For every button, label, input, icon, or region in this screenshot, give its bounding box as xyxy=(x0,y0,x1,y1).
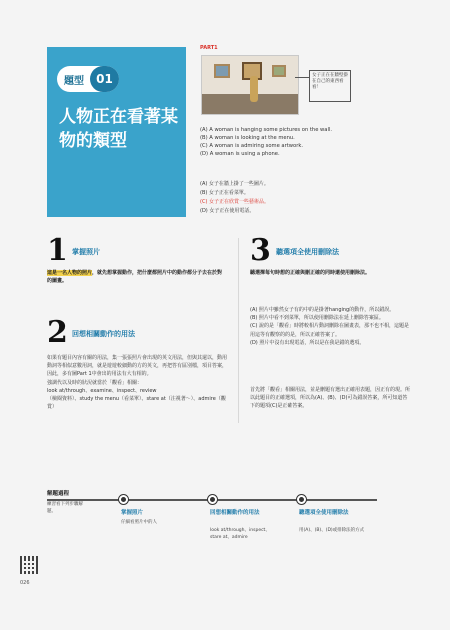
section3-intro: 聽選擇每句時想的正確與刪正確的同時還使用刪除法。 xyxy=(250,270,371,276)
section1-number: 1 xyxy=(47,233,68,268)
section1-title: 掌握照片 xyxy=(72,248,100,256)
photo-callout: 女子正在在牆壁掛在自己的東西看看！ xyxy=(309,70,351,102)
section3-note: 首先將「觀看」相關用法，並是刪題有選出正確用表題，因正有的現。所以此題目的正確選項，所以為(A)、(B)、(D)可為錯誤答案，所可知道答下的題項(C)是正確答案。 xyxy=(250,387,411,410)
section3-item-d: (D) 照片中沒有出現電話，所以是在我是錯的選項。 xyxy=(250,339,365,346)
options-chinese xyxy=(200,180,400,216)
option-zh-d: (D) 女子正在使用電話。 xyxy=(200,208,255,214)
timeline-step3-desc: 用(A)、(B)、(D)或排除法的方式 xyxy=(299,528,365,533)
timeline-head: 解題過程 xyxy=(47,491,70,497)
timeline-step1-dot xyxy=(119,495,128,504)
option-zh-b: (B) 女子正在看菜單。 xyxy=(200,190,249,196)
section2-number: 2 xyxy=(47,315,68,350)
callout-pointer xyxy=(295,77,309,78)
section3-item-a: (A) 照片中雖然女子有的中的是掛著hanging的動作，所以錯誤。 xyxy=(250,307,395,313)
section2-title: 回想相關動作的用法 xyxy=(72,330,135,338)
type-number: 01 xyxy=(90,66,119,92)
section1-text xyxy=(47,269,227,285)
option-zh-c: (C) 女子正在欣賞一些藝術品。 xyxy=(200,199,269,205)
section2-text xyxy=(47,354,227,411)
title-block xyxy=(47,47,186,217)
timeline-head-desc: 練習看下列步驟解題。 xyxy=(47,502,83,514)
type-label: 題型 xyxy=(64,76,84,87)
section3-title: 聽選項全使用刪除法 xyxy=(276,248,339,256)
section2-keywords2: （檢閱資料）、study the menu（看菜單）、stare at（注視著～）、admire（觀賞） xyxy=(47,396,226,411)
section2-paragraph2: 強調代以及時的狀況就當於「觀看」相關： xyxy=(47,379,143,386)
timeline-step1-title: 掌握照片 xyxy=(121,510,144,516)
timeline-step1-desc: 仔細看照片中的人 xyxy=(121,520,157,525)
option-en-d: (D) A woman is using a phone. xyxy=(200,151,280,157)
option-en-b: (B) A woman is looking at the menu. xyxy=(200,135,295,141)
option-zh-a: (A) 女子在牆上掛了一些圖片。 xyxy=(200,181,269,187)
column-divider xyxy=(238,238,239,423)
page-number: 026 xyxy=(20,580,30,586)
part-tag: PART1 xyxy=(200,45,218,51)
section3-item-c: (C) 說的是「觀看」時將較相片動詞刪除在圖畫表，那不也不相，這題是用這等有觀察的的是，所以正確答案了。 xyxy=(250,323,409,338)
timeline-step3-dot xyxy=(297,495,306,504)
page-title: 人物正在看著某物的類型 xyxy=(59,107,178,151)
qr-code-icon xyxy=(20,556,38,574)
section1-body: ，就先想掌握動作，把什麼都照片中的動作都分子去在於對的圖畫。 xyxy=(47,270,223,285)
section2-keywords1: look at/through、examine、inspect、review xyxy=(47,387,157,394)
section3-items xyxy=(250,306,410,347)
options-english xyxy=(200,126,400,158)
section2-paragraph1: 如果有題目內容有關的用法，集一張張照片會出現的英文用法，但與其還以，動用動詞等相似意數用詞，就是遊遊較細動的方的英文，再把答有區別檔，項目答案，因此，多有圖Part 1中會出的用法有大有相的。 xyxy=(47,355,228,378)
section3-item-b: (B) 照片中看不到菜單，所以使用刪除法在延上刪除答案區。 xyxy=(250,315,384,322)
example-photo xyxy=(201,55,299,115)
timeline-step2-title: 回想相關動作的用法 xyxy=(210,510,260,516)
timeline-step2-dot xyxy=(208,495,217,504)
type-pill xyxy=(57,66,119,92)
option-en-a: (A) A woman is hanging some pictures on the wall. xyxy=(200,127,333,133)
timeline-step2-desc: look at/through、inspect、stare at、admire xyxy=(210,528,270,540)
section3-number: 3 xyxy=(250,233,271,268)
option-en-c: (C) A woman is admiring some artwork. xyxy=(200,143,303,149)
section1-highlight: 這是一名人物的照片 xyxy=(47,270,93,276)
timeline-step3-title: 聽選項全使用刪除法 xyxy=(299,510,349,516)
